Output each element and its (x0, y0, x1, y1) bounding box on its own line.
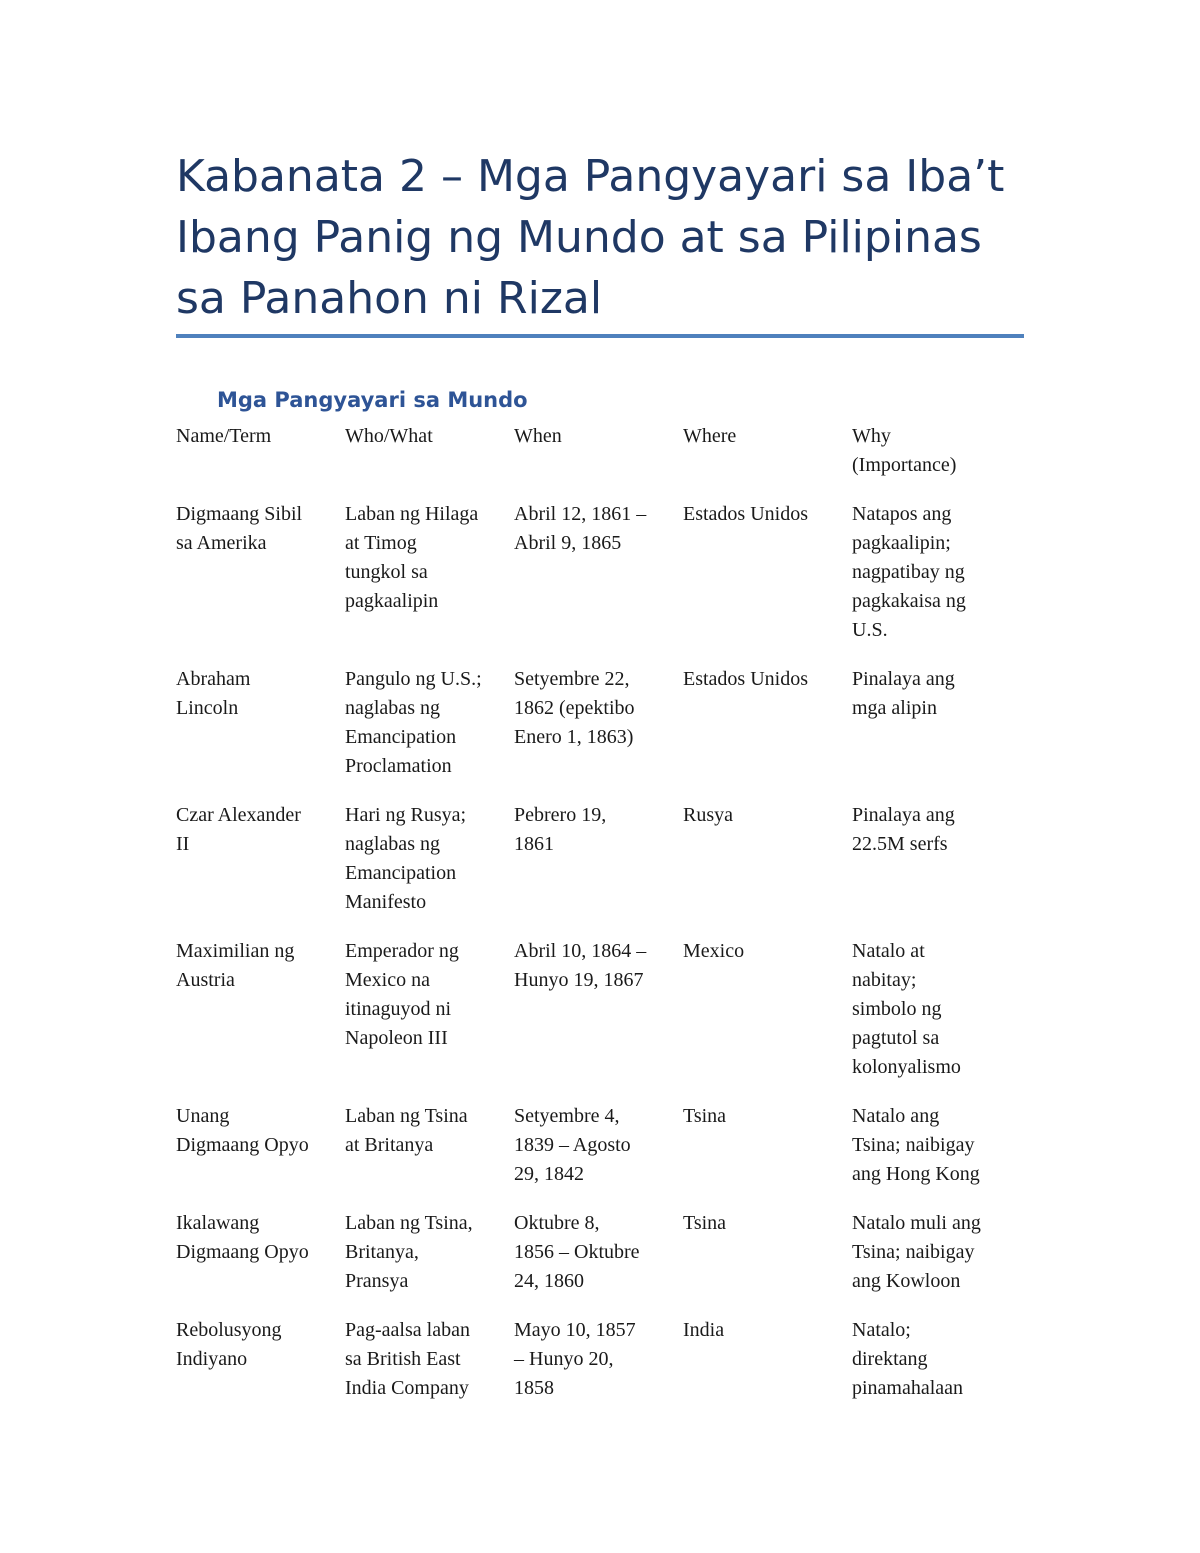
cell-text: Pebrero 19, 1861 (514, 804, 607, 855)
table-row (172, 663, 1017, 799)
cell-who (341, 498, 510, 663)
cell-name (172, 799, 341, 935)
cell-when (510, 1314, 679, 1414)
cell-text: Laban ng Tsina, Britanya, Pransya (345, 1212, 473, 1292)
events-table (172, 420, 1017, 1414)
cell-why (848, 799, 1017, 935)
cell-when (510, 1100, 679, 1207)
table-row (172, 1100, 1017, 1207)
cell-text: Abraham Lincoln (176, 668, 251, 719)
table-header-row (172, 420, 1017, 498)
cell-text: Estados Unidos (683, 503, 808, 525)
cell-who (341, 799, 510, 935)
table-row (172, 935, 1017, 1100)
cell-name (172, 935, 341, 1100)
cell-text: India (683, 1319, 725, 1341)
cell-text: Hari ng Rusya; naglabas ng Emancipation Manifesto (345, 804, 467, 913)
header-label: When (514, 425, 562, 447)
cell-where (679, 663, 848, 799)
cell-text: Abril 10, 1864 – Hunyo 19, 1867 (514, 940, 647, 991)
header-label: Where (683, 425, 737, 447)
section-heading: Mga Pangyayari sa Mundo (217, 388, 528, 412)
cell-name (172, 1207, 341, 1314)
cell-text: Pag-aalsa laban sa British East India Company (345, 1319, 470, 1399)
header-label: Name/Term (176, 425, 272, 447)
cell-text: Digmaang Sibil sa Amerika (176, 503, 303, 554)
cell-text: Laban ng Tsina at Britanya (345, 1105, 468, 1156)
cell-why (848, 663, 1017, 799)
cell-where (679, 1100, 848, 1207)
cell-where (679, 498, 848, 663)
cell-text: Oktubre 8, 1856 – Oktubre 24, 1860 (514, 1212, 640, 1292)
cell-text: Abril 12, 1861 – Abril 9, 1865 (514, 503, 647, 554)
cell-text: Mayo 10, 1857 – Hunyo 20, 1858 (514, 1319, 636, 1399)
cell-who (341, 1207, 510, 1314)
table-row (172, 1314, 1017, 1414)
cell-name (172, 498, 341, 663)
cell-when (510, 663, 679, 799)
cell-why (848, 935, 1017, 1100)
cell-text: Pinalaya ang 22.5M serfs (852, 804, 955, 855)
cell-where (679, 799, 848, 935)
cell-text: Natapos ang pagkaalipin; nagpatibay ng pagkakaisa ng U.S. (852, 503, 966, 641)
cell-text: Rebolusyong Indiyano (176, 1319, 282, 1370)
table-row (172, 1207, 1017, 1314)
cell-text: Tsina (683, 1212, 727, 1234)
cell-who (341, 1314, 510, 1414)
cell-text: Ikalawang Digmaang Opyo (176, 1212, 309, 1263)
cell-text: Tsina (683, 1105, 727, 1127)
page-title: Kabanata 2 – Mga Pangyayari sa Iba’t Ibang Panig ng Mundo at sa Pilipinas sa Panahon ni Rizal (176, 151, 1005, 324)
cell-text: Pangulo ng U.S.; naglabas ng Emancipation Proclamation (345, 668, 482, 777)
cell-text: Estados Unidos (683, 668, 808, 690)
cell-text: Natalo muli ang Tsina; naibigay ang Kowloon (852, 1212, 981, 1292)
cell-text: Czar Alexander II (176, 804, 301, 855)
header-when (510, 420, 679, 498)
cell-when (510, 935, 679, 1100)
cell-where (679, 1314, 848, 1414)
header-label: Who/What (345, 425, 433, 447)
cell-where (679, 1207, 848, 1314)
cell-name (172, 663, 341, 799)
header-who-what (341, 420, 510, 498)
cell-text: Natalo; direktang pinamahalaan (852, 1319, 964, 1399)
cell-text: Setyembre 4, 1839 – Agosto 29, 1842 (514, 1105, 631, 1185)
table-row (172, 498, 1017, 663)
cell-text: Setyembre 22, 1862 (epektibo Enero 1, 1863) (514, 668, 635, 748)
cell-who (341, 1100, 510, 1207)
cell-text: Maximilian ng Austria (176, 940, 295, 991)
cell-where (679, 935, 848, 1100)
cell-why (848, 1314, 1017, 1414)
cell-text: Rusya (683, 804, 733, 826)
cell-why (848, 1100, 1017, 1207)
cell-text: Unang Digmaang Opyo (176, 1105, 309, 1156)
cell-when (510, 1207, 679, 1314)
cell-who (341, 935, 510, 1100)
cell-text: Natalo at nabitay; simbolo ng pagtutol sa kolonyalismo (852, 940, 961, 1078)
cell-text: Natalo ang Tsina; naibigay ang Hong Kong (852, 1105, 980, 1185)
cell-who (341, 663, 510, 799)
cell-name (172, 1100, 341, 1207)
header-where (679, 420, 848, 498)
header-why (848, 420, 1017, 498)
cell-why (848, 498, 1017, 663)
header-label: Why (Importance) (852, 425, 957, 476)
cell-why (848, 1207, 1017, 1314)
cell-when (510, 799, 679, 935)
cell-name (172, 1314, 341, 1414)
header-name-term (172, 420, 341, 498)
cell-text: Pinalaya ang mga alipin (852, 668, 955, 719)
title-divider (176, 334, 1024, 338)
cell-text: Emperador ng Mexico na itinaguyod ni Napoleon III (345, 940, 459, 1049)
cell-text: Laban ng Hilaga at Timog tungkol sa pagkaalipin (345, 503, 479, 612)
table-row (172, 799, 1017, 935)
cell-when (510, 498, 679, 663)
cell-text: Mexico (683, 940, 745, 962)
